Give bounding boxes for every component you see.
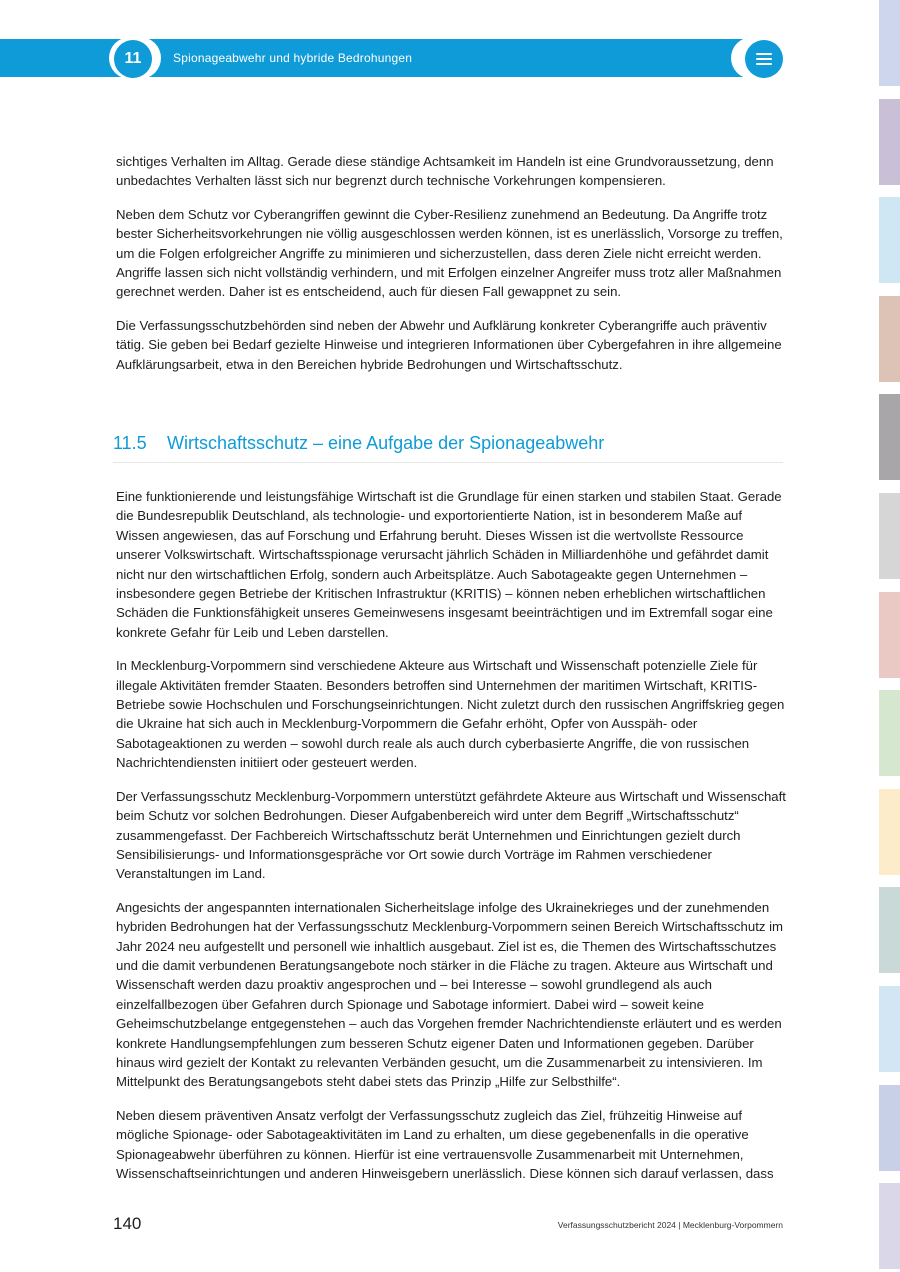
chapter-tab[interactable] [879, 99, 900, 185]
chapter-tab[interactable] [879, 0, 900, 86]
paragraph: Eine funktionierende und leistungsfähige Wirtschaft ist die Grundlage für einen starken und stabilen Staat. Gerade die Bundesrepublik Deutschland, als technologie- und exportorientierte Nation, ist in besonderem Maße auf Wissen angewiesen, das auf Forschung und Erfahrung beruht. Dieses Wissen ist die wertvollste Ressource unserer Volkswirtschaft. Wirtschaftsspionage verursacht jährlich Schäden in Milliardenhöhe und gefährdet damit nicht nur den wirtschaftlichen Erfolg, sondern auch Arbeitsplätze. Auch Sabotageakte gegen Unternehmen – insbesondere gegen Betriebe der Kritischen Infrastruktur (KRITIS) – können neben erheblichen wirtschaftlichen Schäden die Funktionsfähigkeit unseres Gemeinwesens insgesamt beeinträchtigen und im Extremfall sogar eine konkrete Gefahr für Leib und Leben darstellen. [116, 489, 782, 640]
menu-icon [756, 58, 772, 60]
chapter-tab[interactable] [879, 986, 900, 1072]
footer-note: Verfassungsschutzbericht 2024 | Mecklenburg-Vorpommern [557, 1220, 783, 1230]
menu-icon [756, 53, 772, 55]
chapter-tab[interactable] [879, 1183, 900, 1269]
chapter-title: Spionageabwehr und hybride Bedrohungen [173, 51, 413, 65]
chapter-tab[interactable] [879, 197, 900, 283]
chapter-tab[interactable] [879, 592, 900, 678]
paragraph: Der Verfassungsschutz Mecklenburg-Vorpommern unterstützt gefährdete Akteure aus Wirtschaft und Wissenschaft beim Schutz vor solchen Bedrohungen. Dieser Aufgabenbereich wird unter dem Begriff „Wirtschaftsschutz“ zusammengefasst. Der Fachbereich Wirtschaftsschutz berät Unternehmen und Einrichtungen gezielt durch Sensibilisierungs- und Informationsgespräche vor Ort sowie durch Vorträge im Rahmen verschiedener Veranstaltungen im Land. [116, 788, 786, 882]
paragraph: Neben diesem präventiven Ansatz verfolgt der Verfassungsschutz zugleich das Ziel, frühzeitig Hinweise auf mögliche Spionage- oder Sabotageaktivitäten im Land zu erhalten, um diese gegebenenfalls in die operative Spionageabwehr überführen zu können. Hierfür ist eine vertrauensvolle Zusammenarbeit mit Unternehmen, Wissenschaftseinrichtungen und anderen Hinweisgebern unerlässlich. Diese können sich darauf verlassen, dass [116, 1107, 774, 1181]
chapter-tab[interactable] [879, 493, 900, 579]
intro-text [116, 152, 786, 374]
section-title: Wirtschaftsschutz – eine Aufgabe der Spionageabwehr [167, 433, 605, 453]
chapter-tab[interactable] [879, 296, 900, 382]
section-body [116, 487, 786, 1183]
chapter-tab[interactable] [879, 1085, 900, 1171]
section-heading [113, 429, 783, 457]
chapter-tab[interactable] [879, 394, 900, 480]
chapter-tab[interactable] [879, 789, 900, 875]
section-divider [113, 462, 783, 463]
paragraph: Die Verfassungsschutzbehörden sind neben der Abwehr und Aufklärung konkreter Cyberangriffe auch präventiv tätig. Sie geben bei Bedarf gezielte Hinweise und integrieren Informationen über Cybergefahren in ihre allgemeine Aufklärungsarbeit, etwa in den Bereichen hybride Bedrohungen und Wirtschaftsschutz. [116, 317, 782, 372]
paragraph: Angesichts der angespannten internationalen Sicherheitslage infolge des Ukrainekrieges und der zunehmenden hybriden Bedrohungen hat der Verfassungsschutz Mecklenburg-Vorpommern seinen Bereich Wirtschaftsschutz im Jahr 2024 neu aufgestellt und personell wie inhaltlich ausgebaut. Ziel ist es, die Themen des Wirtschaftsschutzes und die damit verbundenen Beratungsangebote noch stärker in die Fläche zu tragen. Akteure aus Wirtschaft und Wissenschaft werden dazu proaktiv angesprochen und – bei Interesse – sowohl grundlegend als auch einzelfallbezogen über Gefahren durch Spionage und Sabotage informiert. Dabei wird – soweit keine Geheimschutzbelange entgegenstehen – auch das Vorgehen fremder Nachrichtendienste erläutert und es werden konkrete Handlungsempfehlungen zum besseren Schutz eigener Daten und Informationen gegeben. Darüber hinaus wird gezielt der Kontakt zu relevanten Verbänden gesucht, um die Zusammenarbeit zu intensivieren. Im Mittelpunkt des Beratungsangebots steht dabei stets das Prinzip „Hilfe zur Selbsthilfe“. [116, 899, 784, 1090]
paragraph: sichtiges Verhalten im Alltag. Gerade diese ständige Achtsamkeit im Handeln ist eine Grundvoraussetzung, denn unbedachtes Verhalten lässt sich nur begrenzt durch technische Vorkehrungen kompensieren. [116, 154, 774, 189]
menu-button[interactable] [745, 40, 783, 78]
menu-icon [756, 63, 772, 65]
page-number: 140 [113, 1214, 142, 1233]
section-number: 11.5 [113, 433, 147, 453]
paragraph: In Mecklenburg-Vorpommern sind verschiedene Akteure aus Wirtschaft und Wissenschaft potenzielle Ziele für illegale Aktivitäten fremder Staaten. Besonders betroffen sind Unternehmen der maritimen Wirtschaft, KRITIS-Betriebe sowie Hochschulen und Forschungseinrichtungen. Nicht zuletzt durch den russischen Angriffskrieg gegen die Ukraine hat sich auch in Mecklenburg-Vorpommern die Gefahr erhöht, Opfer von Ausspäh- oder Sabotageaktionen zu werden – sowohl durch reale als auch durch cyberbasierte Angriffe, die von russischen Nachrichtendiensten initiiert oder gesteuert werden. [116, 658, 785, 771]
chapter-tab[interactable] [879, 887, 900, 973]
chapter-tab[interactable] [879, 690, 900, 776]
chapter-number: 11 [114, 40, 152, 78]
paragraph: Neben dem Schutz vor Cyberangriffen gewinnt die Cyber-Resilienz zunehmend an Bedeutung. Da Angriffe trotz bester Sicherheitsvorkehrungen nie völlig ausgeschlossen werden können, ist es unerlässlich, Vorsorge zu treffen, um die Folgen erfolgreicher Angriffe zu minimieren und sicherzustellen, dass deren Ziele nicht erreicht werden. Angriffe lassen sich nicht vollständig verhindern, und mit Erfolgen einzelner Angreifer muss trotz aller Maßnahmen gerechnet werden. Daher ist es entscheidend, auch für diesen Fall gewappnet zu sein. [116, 206, 783, 300]
